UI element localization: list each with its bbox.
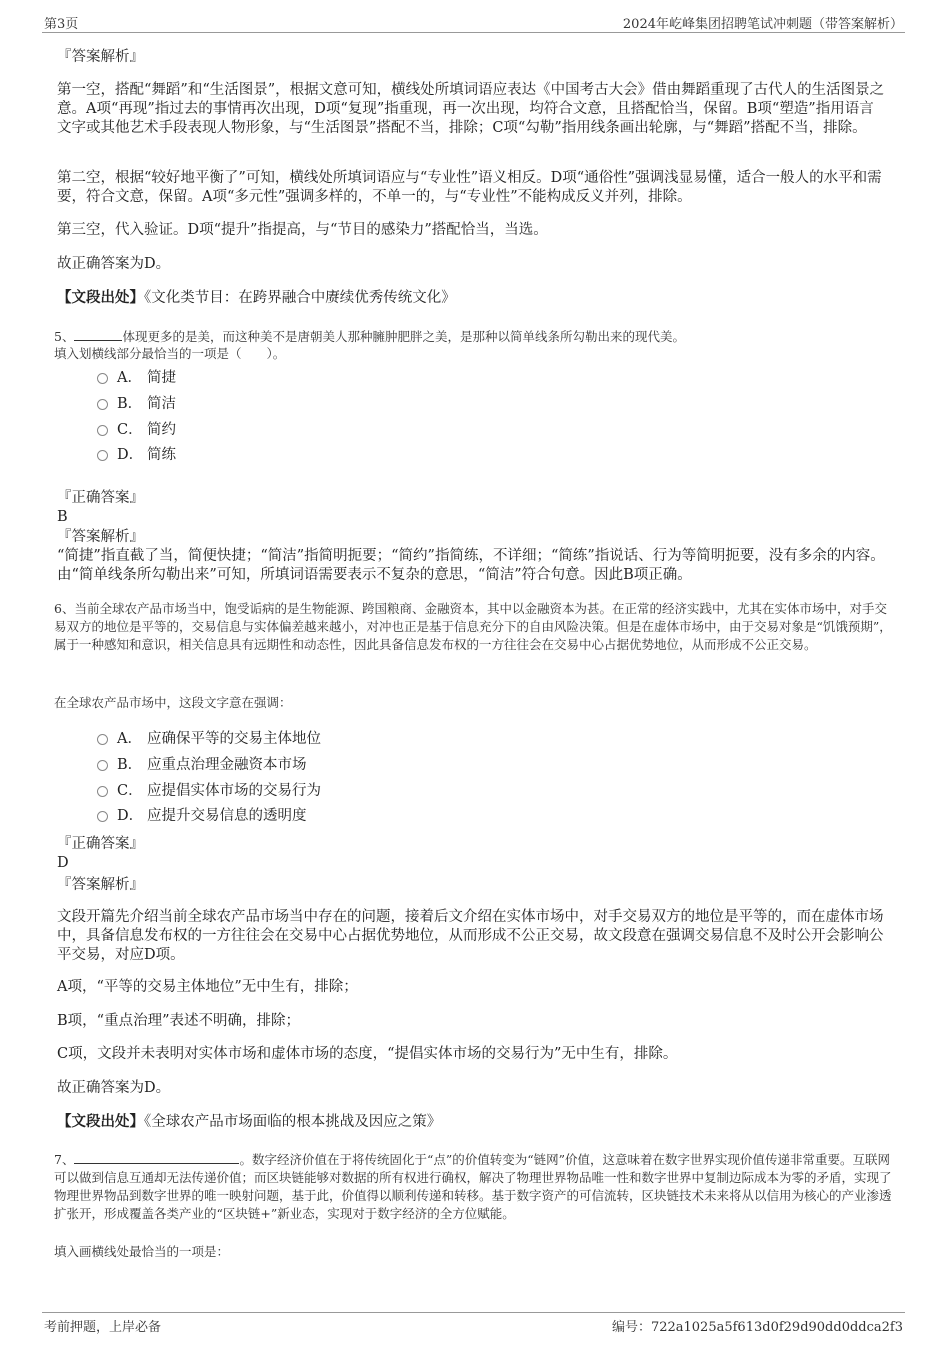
q6-analysis-heading: 『答案解析』	[57, 877, 144, 893]
q6-source	[57, 1112, 887, 1132]
q6-analysis-para4: C项，文段并未表明对实体市场和虚体市场的态度，“提倡实体市场的交易行为”无中生有，排除。	[57, 1046, 678, 1062]
q4-source	[57, 288, 887, 308]
page-footer	[42, 1312, 905, 1335]
q6-answer: D	[57, 855, 69, 871]
q6-stem	[54, 600, 899, 654]
q5-option-a[interactable]: A． 简捷	[97, 369, 176, 388]
q6-answer-heading: 『正确答案』	[57, 836, 144, 852]
page-header	[42, 10, 905, 33]
q7-stem	[54, 1150, 899, 1223]
radio-icon[interactable]	[97, 373, 108, 384]
page-number: 第3页	[44, 17, 79, 32]
q6-number: 6、	[54, 601, 75, 616]
q6-source-label: 【文段出处】	[57, 1113, 144, 1130]
q7-blank	[74, 1150, 239, 1164]
radio-icon[interactable]	[97, 425, 108, 436]
q5-option-c[interactable]: C． 简约	[97, 421, 176, 440]
q6-analysis-para1: 文段开篇先介绍当前全球农产品市场当中存在的问题，接着后文介绍在实体市场中，对手交易双方的地位是平等的，而在虚体市场中，具备信息发布权的一方往往会在交易中心占据优势地位，从而形成不公正交易，故文段意在强调交易信息不及时公开会影响公平交易，对应D项。	[57, 909, 884, 963]
q7-number: 7、	[54, 1152, 75, 1167]
q6-analysis-para5: 故正确答案为D。	[57, 1080, 171, 1096]
radio-icon[interactable]	[97, 450, 108, 461]
q6-source-text: 《全球农产品市场面临的根本挑战及因应之策》	[144, 1114, 442, 1130]
q5-blank	[74, 327, 122, 341]
q4-analysis-para4: 故正确答案为D。	[57, 256, 171, 272]
footer-slogan: 考前押题，上岸必备	[44, 1320, 162, 1335]
q4-source-text: 《文化类节目：在跨界融合中赓续优秀传统文化》	[144, 290, 456, 306]
q6-analysis-para3: B项，“重点治理”表述不明确，排除；	[57, 1013, 300, 1029]
q6-stem-text: 当前全球农产品市场当中，饱受诟病的是生物能源、跨国粮商、金融资本，其中以金融资本为甚。在正常的经济实践中，尤其在实体市场中，对手交易双方的地位是平等的，交易信息与实体偏差越来越小，对冲也正是基于信息充分下的自由风险决策。但是在虚体市场中，由于交易对象是“饥饿预期”，属于一种感知和意识，相关信息具有远期性和动态性，因此具备信息发布权的一方往往会在交易中心占据优势地位，从而形成不公正交易。	[54, 601, 892, 652]
q5-number: 5、	[54, 329, 75, 344]
radio-icon[interactable]	[97, 734, 108, 745]
q4-source-label: 【文段出处】	[57, 289, 144, 306]
document-code: 编号：722a1025a5f613d0f29d90dd0ddca2f3	[611, 1320, 903, 1335]
q6-option-d[interactable]: D． 应提升交易信息的透明度	[97, 807, 307, 826]
q4-analysis-para2: 第二空，根据“较好地平衡了”可知，横线处所填词语应与“专业性”语义相反。D项“通俗性”强调浅显易懂，适合一般人的水平和需要，符合文意，保留。A项“多元性”强调多样的，不单一的，与“专业性”不能构成反义并列，排除。	[57, 170, 882, 205]
q5-stem	[54, 327, 899, 346]
q6-option-c[interactable]: C． 应提倡实体市场的交易行为	[97, 782, 321, 801]
q4-analysis-para3: 第三空，代入验证。D项“提升”指提高，与“节目的感染力”搭配恰当，当选。	[57, 222, 548, 238]
q5-answer: B	[57, 509, 68, 525]
q5-analysis-heading: 『答案解析』	[57, 529, 144, 545]
q6-option-a[interactable]: A． 应确保平等的交易主体地位	[97, 730, 321, 749]
q5-stem-text: 体现更多的是美，而这种美不是唐朝美人那种臃肿肥胖之美，是那种以简单线条所勾勒出来的现代美。	[122, 329, 685, 344]
radio-icon[interactable]	[97, 811, 108, 822]
q6-analysis-para2: A项，“平等的交易主体地位”无中生有，排除；	[57, 979, 358, 995]
q6-prompt: 在全球农产品市场中，这段文字意在强调：	[54, 695, 292, 710]
q5-analysis: “简捷”指直截了当，简便快捷；“简洁”指简明扼要；“简约”指简练，不详细；“简练”指说话、行为等简明扼要，没有多余的内容。由“简单线条所勾勒出来”可知，所填词语需要表示不复杂的意思，“简洁”符合句意。因此B项正确。	[57, 548, 885, 583]
q4-analysis-para1: 第一空，搭配“舞蹈”和“生活图景”，根据文意可知，横线处所填词语应表达《中国考古大会》借由舞蹈重现了古代人的生活图景之意。A项“再现”指过去的事情再次出现，D项“复现”指重现，再一次出现，均符合文意，且搭配恰当，保留。B项“塑造”指用语言文字或其他艺术手段表现人物形象，与“生活图景”搭配不当，排除；C项“勾勒”指用线条画出轮廓，与“舞蹈”搭配不当，排除。	[57, 82, 885, 136]
q7-prompt: 填入画横线处最恰当的一项是：	[54, 1244, 230, 1259]
q5-prompt: 填入划横线部分最恰当的一项是（ ）。	[54, 346, 286, 361]
radio-icon[interactable]	[97, 399, 108, 410]
q7-stem-text: 。数字经济价值在于将传统固化于“点”的价值转变为“链网”价值，这意味着在数字世界实现价值传递非常重要。互联网可以做到信息互通却无法传递价值；而区块链能够对数据的所有权进行确权，解决了物理世界物品唯一性和数字世界中复制边际成本为零的矛盾，实现了物理世界物品到数字世界的唯一映射问题，基于此，价值得以顺利传递和转移。基于数字资产的可信流转，区块链技术未来将从以信用为核心的产业渗透扩张开，形成覆盖各类产业的“区块链+”新业态，实现对于数字经济的全方位赋能。	[54, 1152, 892, 1221]
radio-icon[interactable]	[97, 760, 108, 771]
q5-option-d[interactable]: D． 简练	[97, 446, 176, 465]
q5-option-b[interactable]: B． 简洁	[97, 395, 176, 414]
q6-option-b[interactable]: B． 应重点治理金融资本市场	[97, 756, 307, 775]
document-title: 2024年屹峰集团招聘笔试冲刺题（带答案解析）	[622, 17, 903, 32]
q5-answer-heading: 『正确答案』	[57, 490, 144, 506]
q4-analysis-heading: 『答案解析』	[57, 49, 144, 65]
radio-icon[interactable]	[97, 786, 108, 797]
